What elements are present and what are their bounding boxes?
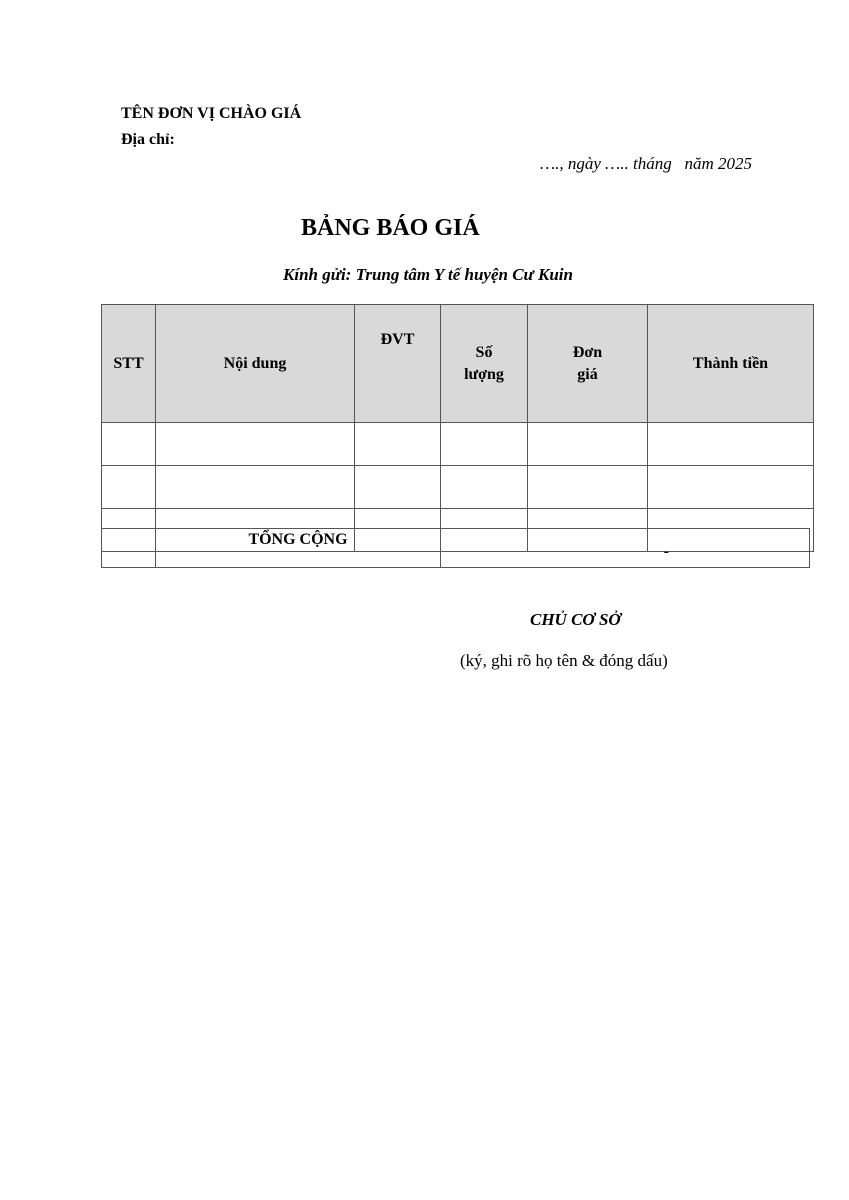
cell-stt: [102, 423, 156, 466]
table-row: [102, 423, 814, 466]
cell-quantity: [441, 466, 528, 509]
cell-unit-price: [528, 466, 648, 509]
total-row: [102, 529, 810, 568]
cell-amount: [648, 423, 814, 466]
signer-note: (ký, ghi rõ họ tên & đóng dấu): [460, 651, 668, 670]
quotation-table: [101, 304, 814, 552]
column-header-unit: ĐVT: [355, 305, 441, 423]
cell-unit: [355, 466, 441, 509]
column-header-content: Nội dung: [156, 305, 355, 423]
total-value: -: [441, 529, 810, 568]
table-row: [102, 466, 814, 509]
date-line: …., ngày ….. tháng năm 2025: [540, 154, 753, 173]
cell-stt: [102, 466, 156, 509]
table-header-row: [102, 305, 814, 423]
column-header-amount: Thành tiền: [648, 305, 814, 423]
recipient-line: Kính gửi: Trung tâm Y tế huyện Cư Kuin: [283, 265, 573, 284]
document-title: BẢNG BÁO GIÁ: [301, 215, 480, 241]
column-header-quantity-line1: Số: [475, 343, 493, 361]
column-header-quantity: [441, 305, 528, 423]
column-header-unit-price: [528, 305, 648, 423]
column-header-quantity-line2: lượng: [464, 365, 504, 383]
address-label: Địa chỉ:: [121, 131, 175, 148]
signer-title: CHỦ CƠ SỞ: [530, 610, 621, 629]
cell-unit-price: [528, 423, 648, 466]
organization-name: TÊN ĐƠN VỊ CHÀO GIÁ: [121, 105, 302, 122]
column-header-stt: STT: [102, 305, 156, 423]
cell-unit: [355, 423, 441, 466]
cell-quantity: [441, 423, 528, 466]
total-label: TỔNG CỘNG: [156, 529, 441, 568]
cell-content: [156, 466, 355, 509]
total-cell-stt: [102, 529, 156, 568]
column-header-unit-price-line1: Đơn: [572, 343, 603, 361]
total-row-table: [101, 528, 810, 568]
cell-amount: [648, 466, 814, 509]
cell-content: [156, 423, 355, 466]
column-header-unit-price-line2: giá: [577, 365, 598, 383]
